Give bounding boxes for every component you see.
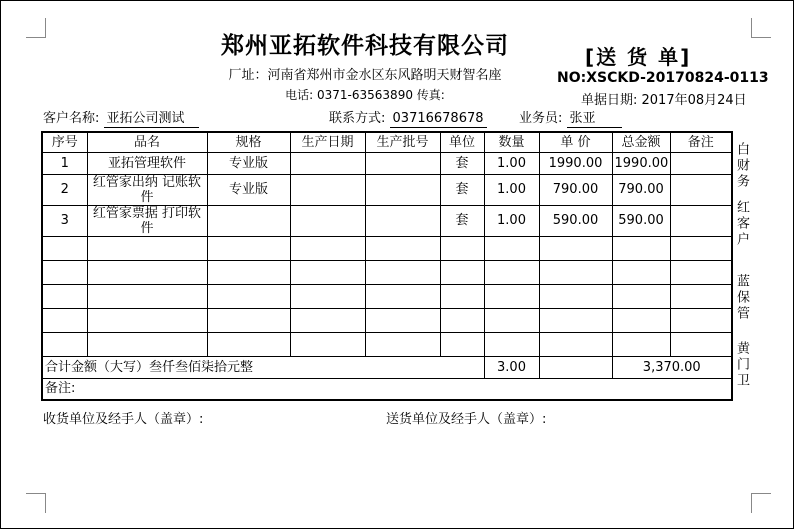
- column-header: 规格: [207, 132, 290, 152]
- cell-name: [87, 332, 207, 356]
- cell-name: [87, 284, 207, 308]
- cell-qty: [484, 236, 539, 260]
- company-header: [149, 32, 581, 103]
- column-header: 生产批号: [365, 132, 440, 152]
- customer-name-field: [43, 107, 199, 128]
- cell-seq: [42, 260, 87, 284]
- cell-qty: 1.00: [484, 152, 539, 174]
- cell-price: 1990.00: [539, 152, 612, 174]
- item-row: [42, 152, 732, 174]
- empty-item-row: [42, 260, 732, 284]
- cell-seq: 3: [42, 205, 87, 236]
- cell-note: [670, 174, 732, 205]
- empty-item-row: [42, 284, 732, 308]
- cell-amount: [612, 284, 670, 308]
- cell-qty: 1.00: [484, 205, 539, 236]
- margin-corner-mark: [26, 18, 46, 38]
- copy-label-white-finance: 白财务: [734, 142, 749, 190]
- total-amount-value: 3,370.00: [612, 356, 732, 378]
- cell-note: [670, 308, 732, 332]
- cell-batch: [365, 260, 440, 284]
- cell-prod_date: [290, 205, 365, 236]
- company-phone-fax: 电话: 0371-63563890 传真:: [285, 88, 445, 102]
- customer-name-value: 亚拓公司测试: [104, 107, 199, 128]
- copy-label-blue-storekeeper: 蓝保管: [734, 274, 749, 322]
- items-table: [41, 131, 733, 401]
- margin-corner-mark: [751, 18, 771, 38]
- cell-qty: [484, 284, 539, 308]
- cell-name: 亚拓管理软件: [87, 152, 207, 174]
- cell-amount: [612, 308, 670, 332]
- copy-label-yellow-gatekeeper: 黄门卫: [734, 341, 749, 389]
- cell-name: [87, 308, 207, 332]
- customer-name-label: 客户名称:: [43, 111, 100, 126]
- receiver-signature-line: 收货单位及经手人（盖章）:: [43, 412, 204, 427]
- cell-spec: [207, 260, 290, 284]
- column-header: 品名: [87, 132, 207, 152]
- cell-qty: [484, 260, 539, 284]
- cell-spec: [207, 284, 290, 308]
- cell-spec: 专业版: [207, 152, 290, 174]
- item-row: [42, 205, 732, 236]
- cell-amount: [612, 332, 670, 356]
- cell-qty: 1.00: [484, 174, 539, 205]
- cell-batch: [365, 236, 440, 260]
- column-header: 序号: [42, 132, 87, 152]
- items-body: [42, 152, 732, 356]
- cell-amount: 790.00: [612, 174, 670, 205]
- margin-corner-mark: [26, 493, 46, 513]
- cell-price: [539, 308, 612, 332]
- cell-note: [670, 205, 732, 236]
- cell-prod_date: [290, 332, 365, 356]
- customer-contact-field: [329, 107, 487, 128]
- cell-seq: 1: [42, 152, 87, 174]
- cell-name: 红管家票据 打印软件: [87, 205, 207, 236]
- total-amount-in-words: 合计金额（大写）叁仟叁佰柒拾元整: [42, 356, 484, 378]
- salesman-label: 业务员:: [519, 111, 563, 126]
- cell-price: [539, 332, 612, 356]
- cell-seq: 2: [42, 174, 87, 205]
- cell-prod_date: [290, 236, 365, 260]
- cell-spec: [207, 236, 290, 260]
- cell-seq: [42, 236, 87, 260]
- cell-unit: 套: [440, 152, 484, 174]
- cell-name: [87, 236, 207, 260]
- total-price-empty-cell: [539, 356, 612, 378]
- cell-spec: [207, 205, 290, 236]
- cell-price: 790.00: [539, 174, 612, 205]
- customer-contact-label: 联系方式:: [329, 111, 386, 126]
- cell-batch: [365, 308, 440, 332]
- cell-prod_date: [290, 260, 365, 284]
- cell-note: [670, 332, 732, 356]
- column-header: 单 价: [539, 132, 612, 152]
- cell-price: [539, 284, 612, 308]
- cell-note: [670, 284, 732, 308]
- cell-unit: [440, 284, 484, 308]
- cell-price: [539, 236, 612, 260]
- cell-unit: [440, 332, 484, 356]
- column-header: 备注: [670, 132, 732, 152]
- empty-item-row: [42, 308, 732, 332]
- cell-amount: [612, 236, 670, 260]
- margin-corner-mark: [751, 493, 771, 513]
- cell-prod_date: [290, 152, 365, 174]
- customer-contact-value: 03716678678: [390, 111, 487, 128]
- cell-qty: [484, 332, 539, 356]
- cell-note: [670, 236, 732, 260]
- cell-batch: [365, 152, 440, 174]
- cell-amount: [612, 260, 670, 284]
- cell-note: [670, 260, 732, 284]
- copy-label-red-customer: 红客户: [734, 200, 749, 248]
- cell-batch: [365, 332, 440, 356]
- cell-spec: [207, 332, 290, 356]
- cell-spec: 专业版: [207, 174, 290, 205]
- items-header-row: [42, 132, 732, 152]
- cell-seq: [42, 332, 87, 356]
- cell-unit: [440, 308, 484, 332]
- remark-label: 备注:: [42, 378, 732, 400]
- salesman-field: [519, 107, 622, 128]
- cell-unit: [440, 236, 484, 260]
- company-address: 厂址：河南省郑州市金水区东风路明天财智名座: [228, 68, 502, 83]
- salesman-value: 张亚: [567, 107, 622, 128]
- cell-batch: [365, 174, 440, 205]
- total-quantity: 3.00: [484, 356, 539, 378]
- cell-name: [87, 260, 207, 284]
- cell-batch: [365, 284, 440, 308]
- cell-spec: [207, 308, 290, 332]
- doc-number: NO:XSCKD-20170824-0113: [557, 70, 769, 86]
- cell-unit: [440, 260, 484, 284]
- doc-date: 单据日期: 2017年08月24日: [581, 93, 747, 108]
- cell-seq: [42, 284, 87, 308]
- cell-price: 590.00: [539, 205, 612, 236]
- cell-unit: 套: [440, 205, 484, 236]
- sender-signature-line: 送货单位及经手人（盖章）:: [386, 412, 547, 427]
- cell-amount: 590.00: [612, 205, 670, 236]
- cell-unit: 套: [440, 174, 484, 205]
- cell-name: 红管家出纳 记账软件: [87, 174, 207, 205]
- doc-type-title: [送 货 单]: [585, 45, 692, 69]
- empty-item-row: [42, 332, 732, 356]
- column-header: 总金额: [612, 132, 670, 152]
- cell-batch: [365, 205, 440, 236]
- empty-item-row: [42, 236, 732, 260]
- cell-note: [670, 152, 732, 174]
- remark-row: [42, 378, 732, 400]
- cell-prod_date: [290, 308, 365, 332]
- cell-price: [539, 260, 612, 284]
- cell-seq: [42, 308, 87, 332]
- item-row: [42, 174, 732, 205]
- column-header: 数量: [484, 132, 539, 152]
- total-row: [42, 356, 732, 378]
- customer-info-row: [41, 107, 731, 129]
- column-header: 生产日期: [290, 132, 365, 152]
- cell-prod_date: [290, 174, 365, 205]
- cell-qty: [484, 308, 539, 332]
- column-header: 单位: [440, 132, 484, 152]
- company-name: 郑州亚拓软件科技有限公司: [221, 33, 509, 59]
- cell-prod_date: [290, 284, 365, 308]
- cell-amount: 1990.00: [612, 152, 670, 174]
